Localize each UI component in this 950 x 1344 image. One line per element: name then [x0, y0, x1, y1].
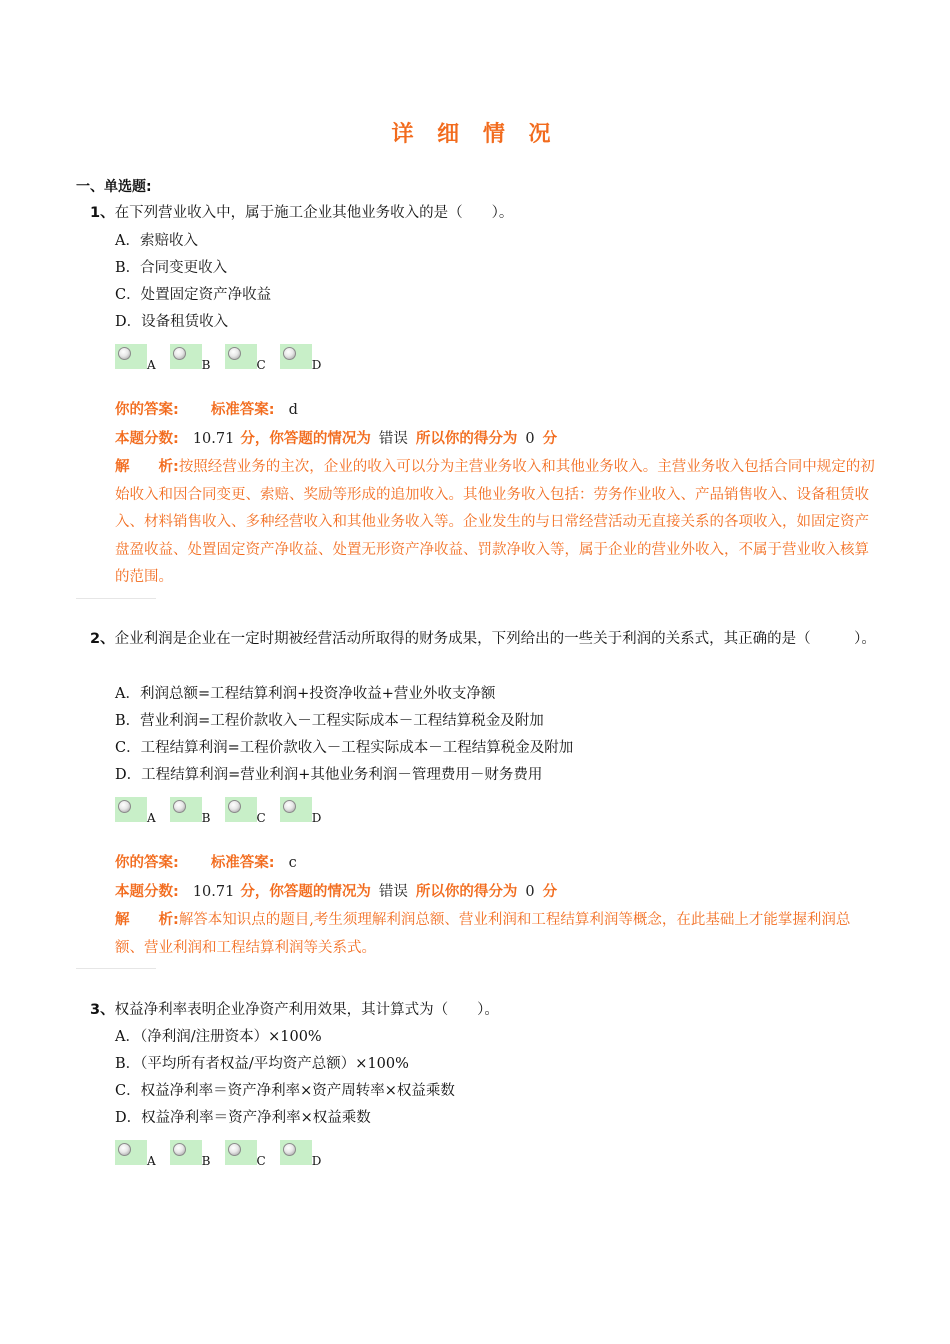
explanation-label: 解 析:	[115, 912, 179, 928]
explanation-2	[115, 907, 875, 962]
question-number: 1、	[90, 205, 115, 221]
question-2	[90, 626, 880, 653]
radio-label: B	[201, 358, 211, 372]
radio-label: B	[201, 1154, 211, 1168]
earned-label: 所以你的得分为	[415, 431, 518, 447]
option-b: B．合同变更收入	[115, 260, 228, 276]
score-line	[115, 879, 557, 906]
answer-radio-group	[115, 344, 335, 372]
radio-label: C	[256, 358, 266, 372]
earned-value: 0	[525, 884, 535, 900]
answer-line	[115, 397, 298, 424]
radio-option-d[interactable]	[280, 797, 322, 825]
divider	[76, 968, 156, 969]
answer-radio-group	[115, 1140, 335, 1168]
explanation-1	[115, 454, 875, 592]
page-title: 详 细 情 况	[391, 122, 559, 147]
score-line	[115, 426, 557, 453]
explanation-text: 解答本知识点的题目,考生须理解利润总额、营业利润和工程结算利润等概念，在此基础上才能掌握利润总额、营业利润和工程结算利润等关系式。	[115, 912, 851, 956]
radio-option-d[interactable]	[280, 344, 322, 372]
score-value: 10.71	[192, 884, 235, 900]
score-label: 本题分数:	[115, 884, 179, 900]
answer-radio-group	[115, 797, 335, 825]
option-a: A．（净利润/注册资本）×100%	[115, 1029, 322, 1045]
status-value: 错误	[378, 431, 408, 447]
status-value: 错误	[378, 884, 408, 900]
radio-label: A	[147, 358, 156, 372]
explanation-text: 按照经营业务的主次，企业的收入可以分为主营业务收入和其他业务收入。主营业务收入包括合同中规定的初始收入和因合同变更、索赔、奖励等形成的追加收入。其他业务收入包括：劳务作业收入、产品销售收入、设备租赁收入、材料销售收入、多种经营收入和其他业务收入等。企业发生的与日常经营活动无直接关系的各项收入，如固定资产盘盈收益、处置固定资产净收益、处置无形资产净收益、罚款净收入等，属于企业的营业外收入，不属于营业收入核算的范围。	[115, 459, 875, 585]
radio-icon[interactable]	[173, 347, 186, 360]
option-b: B．营业利润=工程价款收入－工程实际成本－工程结算税金及附加	[115, 713, 544, 729]
radio-icon[interactable]	[283, 347, 296, 360]
question-number: 2、	[90, 631, 115, 647]
radio-option-b[interactable]	[170, 1140, 211, 1168]
radio-label: A	[147, 811, 156, 825]
radio-option-c[interactable]	[225, 1140, 266, 1168]
radio-icon[interactable]	[228, 800, 241, 813]
option-c: C．处置固定资产净收益	[115, 287, 272, 303]
radio-option-a[interactable]	[115, 1140, 156, 1168]
radio-icon[interactable]	[173, 1143, 186, 1156]
radio-option-b[interactable]	[170, 797, 211, 825]
radio-option-a[interactable]	[115, 344, 156, 372]
standard-answer-label: 标准答案:	[210, 855, 275, 871]
score-value: 10.71	[192, 431, 235, 447]
question-1	[90, 200, 880, 227]
question-text: 权益净利率表明企业净资产利用效果，其计算式为（ ）。	[114, 1002, 499, 1018]
radio-option-d[interactable]	[280, 1140, 322, 1168]
radio-option-b[interactable]	[170, 344, 211, 372]
question-3	[90, 997, 880, 1024]
standard-answer-label: 标准答案:	[210, 402, 275, 418]
radio-icon[interactable]	[283, 800, 296, 813]
your-answer-label: 你的答案:	[115, 402, 179, 418]
option-b: B．（平均所有者权益/平均资产总额）×100%	[115, 1056, 409, 1072]
question-number: 3、	[90, 1002, 115, 1018]
option-a: A．利润总额=工程结算利润+投资净收益+营业外收支净额	[115, 686, 496, 702]
score-mid-text: 分，你答题的情况为	[240, 431, 371, 447]
score-unit: 分	[542, 431, 558, 447]
radio-icon[interactable]	[228, 347, 241, 360]
radio-label: D	[311, 1154, 322, 1168]
answer-line	[115, 850, 297, 877]
question-text: 企业利润是企业在一定时期被经营活动所取得的财务成果，下列给出的一些关于利润的关系式，其正确的是（ ）。	[114, 631, 876, 647]
earned-label: 所以你的得分为	[415, 884, 518, 900]
option-d: D．工程结算利润=营业利润+其他业务利润－管理费用－财务费用	[115, 767, 543, 783]
radio-icon[interactable]	[283, 1143, 296, 1156]
radio-icon[interactable]	[118, 347, 131, 360]
radio-icon[interactable]	[173, 800, 186, 813]
radio-icon[interactable]	[118, 800, 131, 813]
option-c: C．权益净利率＝资产净利率×资产周转率×权益乘数	[115, 1083, 455, 1099]
radio-icon[interactable]	[118, 1143, 131, 1156]
section-title: 一、单选题:	[76, 179, 152, 195]
radio-option-c[interactable]	[225, 344, 266, 372]
radio-option-a[interactable]	[115, 797, 156, 825]
radio-label: C	[256, 1154, 266, 1168]
score-unit: 分	[542, 884, 558, 900]
score-label: 本题分数:	[115, 431, 179, 447]
radio-label: D	[311, 358, 322, 372]
radio-icon[interactable]	[228, 1143, 241, 1156]
score-mid-text: 分，你答题的情况为	[240, 884, 371, 900]
standard-answer-value: c	[288, 855, 297, 871]
explanation-label: 解 析:	[115, 459, 179, 475]
divider	[76, 598, 156, 599]
option-a: A．索赔收入	[115, 233, 198, 249]
earned-value: 0	[525, 431, 535, 447]
radio-label: A	[147, 1154, 156, 1168]
question-text: 在下列营业收入中，属于施工企业其他业务收入的是（ ）。	[114, 205, 514, 221]
radio-label: D	[311, 811, 322, 825]
radio-label: C	[256, 811, 266, 825]
radio-label: B	[201, 811, 211, 825]
your-answer-label: 你的答案:	[115, 855, 179, 871]
option-d: D．权益净利率＝资产净利率×权益乘数	[115, 1110, 371, 1126]
option-d: D．设备租赁收入	[115, 314, 229, 330]
option-c: C．工程结算利润=工程价款收入－工程实际成本－工程结算税金及附加	[115, 740, 574, 756]
standard-answer-value: d	[288, 402, 298, 418]
radio-option-c[interactable]	[225, 797, 266, 825]
